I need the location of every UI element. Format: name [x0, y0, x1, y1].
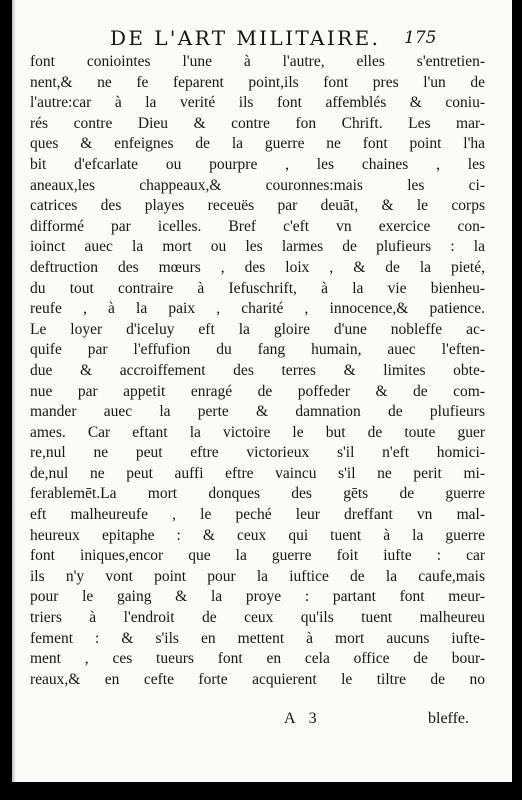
page-footer — [12, 710, 512, 734]
text-line: triers à l'endroit de ceux qu'ils tuent malheureu — [30, 609, 485, 627]
text-line: deftruction des mœurs , des loix , & de la pieté, — [30, 258, 485, 276]
text-line: mander auec la perte & damnation de plufieurs — [30, 403, 485, 421]
text-line: bit d'efcarlate ou pourpre , les chaines , les — [30, 155, 485, 173]
body-text — [30, 52, 485, 690]
text-line: de,nul ne peut auffi eftre vaincu s'il ne perit mi- — [30, 464, 485, 482]
text-line: font coniointes l'une à l'autre, elles s'entretien- — [30, 53, 485, 70]
text-line: reaux,& en cefte forte acquierent le tiltre de no — [30, 670, 485, 688]
text-line: ques & enfeignes de la guerre ne font point l'ha — [30, 135, 485, 153]
text-line: l'autre:car à la verité ils font affemblés & coniu- — [30, 94, 485, 112]
text-line: difformé par icelles. Bref c'eft vn exercice con- — [30, 217, 485, 235]
text-line: re,nul ne peut eftre victorieux s'il n'eft homici- — [30, 444, 485, 462]
page-number: 175 — [404, 28, 437, 48]
text-line: catrices des playes receuës par deuāt, & le corps — [30, 197, 485, 215]
text-line: ames. Car eftant la victoire le but de toute guer — [30, 423, 485, 441]
text-line: ferablemēt.La mort donques des gēts de guerre — [30, 485, 485, 503]
text-line: rés contre Dieu & contre fon Chrift. Les mar- — [30, 114, 485, 132]
text-line: reufe , à la paix , charité , innocence,& patience. — [30, 300, 485, 318]
text-line: ment , ces tueurs font en cela office de bour- — [30, 650, 485, 668]
text-line: quife par l'effufion du fang humain, auec l'eften- — [30, 341, 485, 359]
text-line: font iniques,encor que la guerre foit iufte : car — [30, 547, 485, 565]
text-line: due & accroiffement des terres & limites obte- — [30, 361, 485, 379]
page-header — [12, 26, 512, 50]
text-line: ils n'y vont point pour la iuftice de la caufe,mais — [30, 567, 485, 585]
text-line: nue par appetit enragé de poffeder & de com- — [30, 382, 485, 400]
catchword: bleffe. — [428, 710, 470, 727]
text-line: ioinct auec la mort ou les larmes de plufieurs : la — [30, 238, 485, 256]
page-edge-shadow — [12, 0, 16, 782]
text-line: aneaux,les chappeaux,& couronnes:mais les ci- — [30, 176, 485, 194]
text-line: pour le gaing & la proye : partant font meur- — [30, 588, 485, 606]
text-line: fement : & s'ils en mettent à mort aucuns iufte- — [30, 629, 485, 647]
text-line: du tout contraire à Iefuschrift, à la vie bienheu- — [30, 279, 485, 297]
book-page — [12, 0, 512, 782]
signature-mark: A 3 — [284, 710, 317, 727]
text-line: Le loyer d'iceluy eft la gloire d'une nobleffe ac- — [30, 320, 485, 338]
text-line: eft malheureufe , le peché leur dreffant vn mal- — [30, 506, 485, 524]
text-line: heureux epitaphe : & ceux qui tuent à la guerre — [30, 526, 485, 544]
text-line: nent,& ne fe feparent point,ils font pres l'un de — [30, 73, 485, 91]
running-title: DE L'ART MILITAIRE. — [110, 26, 381, 50]
